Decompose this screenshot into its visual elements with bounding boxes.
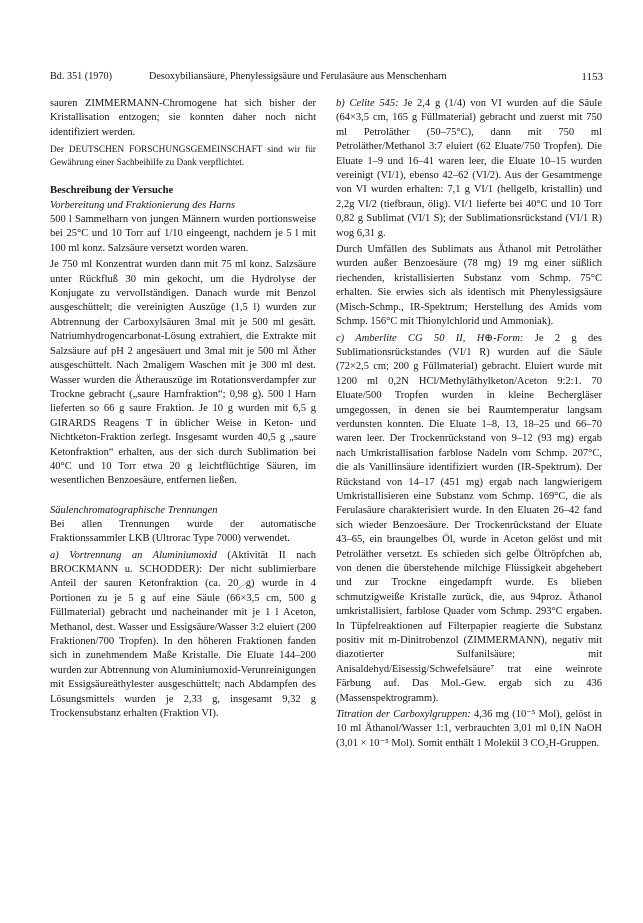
paragraph-celite-text: Je 2,4 g (1/4) von VI wurden auf die Säule (64×3,5 cm, 165 g Füllmaterial) gebracht und zuerst mit 750 ml Petroläther (50–75°C), dann mit 750 ml Petroläther/Methanol 3:7 eluiert (62 Eluate/750 Tropfen). Die Eluate 1–9 und 16–41 waren leer, die Eluate 10–15 wurden vereinigt (VI/1), ebenso 42–62 (VI/2). Aus der Gesamtmenge von VI wurden erhalten: 7,1 g VI/1 (hellgelb, kristallin) und 2,2g VI/2 (tiefbraun, ölig). VI/1 lieferte bei 40°C und 10 Torr 0,82 g Sublimat (VI/1 S); der Sublimationsrückstand (VI/1 R) wog 6,31 g. xyxy=(336,98,602,239)
volume-label: Bd. 351 (1970) xyxy=(50,71,112,82)
paragraph-celite-label: b) Celite 545: xyxy=(336,98,399,109)
paragraph-amberlite xyxy=(336,332,602,707)
right-column xyxy=(336,97,602,751)
acknowledgement: Der DEUTSCHEN FORSCHUNGSGEMEINSCHAFT sind wir für Gewährung einer Sachbeihilfe zu Dank verpflichtet. xyxy=(50,145,316,168)
paragraph-alumina xyxy=(50,549,316,722)
left-column xyxy=(50,97,316,721)
section-title: Beschreibung der Versuche xyxy=(50,185,174,197)
pencil-mark xyxy=(236,578,252,592)
paragraph-alumina-label: a) Vortrennung an Aluminiumoxid xyxy=(50,549,217,561)
subsection-title-chromatography: Säulenchromatographische Trennungen xyxy=(50,504,218,516)
paragraph-amberlite-label: c) Amberlite CG 50 II, H⊕-Form: xyxy=(336,332,524,344)
subsection-title-preparation: Vorbereitung und Fraktionierung des Harns xyxy=(50,200,236,212)
paragraph-titration xyxy=(336,708,602,751)
paragraph-titration-text: 4,36 mg (10⁻⁵ Mol), gelöst in 10 ml Äthanol/Wasser 1:1, verbrauchten 3,01 ml 0,1N NaOH (3,01 × 10⁻⁵ Mol). Somit enthält 1 Molekül 3 CO₂H-Gruppen. xyxy=(336,709,602,749)
paragraph-collection: 500 l Sammelharn von jungen Männern wurden portionsweise bei 25°C und 10 Torr auf 1/10 eingeengt, nachdem je 5 l mit 100 ml konz. Salzsäure versetzt worden waren. xyxy=(50,214,316,254)
page-number: 1153 xyxy=(581,71,603,83)
running-title: Desoxybiliansäure, Phenylessigsäure und Ferulasäure aus Menschenharn xyxy=(149,71,447,82)
paragraph-alumina-text: (Aktivität II nach BROCKMANN u. SCHODDER): Der nicht sublimierbare Anteil der sauren Ketonfraktion (ca. 20 g) wurde in 4 Portionen zu je 5 g auf eine Säule (66×3,5 cm, 500 g Füllmaterial) gebracht und nacheinander mit je 1 l Aceton, Methanol, dest. Wasser und Essigsäure/Wasser 3:2 eluiert (200 Fraktionen/700 Tropfen). In den höheren Fraktionen fanden sich in zunehmendem Maße Kristalle. Die Eluate 144–200 wurden zur Abtrennung von Aluminiumoxid-Verunreinigungen mit Essigsäureäthylester ausgeschüttelt; nach Abdampfen des Lösungsmittels wurden je 2,33 g, insgesamt 9,32 g Trockensubstanz erhalten (Fraktion VI). xyxy=(50,549,317,720)
intro-paragraph: sauren ZIMMERMANN-Chromogene hat sich bisher der Kristallisation entzogen; sie konnten daher noch nicht identifiziert werden. xyxy=(50,98,316,138)
paragraph-titration-label: Titration der Carboxylgruppen: xyxy=(336,709,471,721)
paragraph-celite xyxy=(336,97,602,241)
paragraph-hydrolysis: Je 750 ml Konzentrat wurden dann mit 75 ml konz. Salzsäure unter Rückfluß 30 min gekocht, um die Hydrolyse der Konjugate zu vervollständigen. Danach wurde mit Benzol ausgeschüttelt; die vereinigten Auszüge (1,5 l) wurden zur Abtrennung der Carboxylsäuren 3mal mit je 500 ml gesätt. Natriumhydrogencarbonat-Lösung extrahiert, die Extrakte mit Salzsäure auf pH 2 angesäuert und 3mal mit je 500 ml Äther ausgeschüttelt. Nach 2maligem Waschen mit je 300 ml dest. Wasser wurden die Ätherauszüge im Rotationsverdampfer zur Trockne gebracht („saure Harnfraktion“; 0,98 g). 500 l Harn lieferten so 66 g saure Fraktion. Je 10 g wurden mit 6,5 g GIRARDS Reagens T in üblicher Weise in Keton- und Nichtketon-Fraktion zerlegt. Insgesamt wurden 40,5 g „saure Ketonfraktion“ erhalten, aus der sich durch Sublimation bei 40°C und 10 Torr etwa 20 g leichtflüchtige Säuren, im wesentlichen Benzoesäure, entfernen ließen. xyxy=(50,259,316,487)
paragraph-sublimate: Durch Umfällen des Sublimats aus Äthanol mit Petroläther wurden außer Benzoesäure (78 mg) 19 mg einer süßlich riechenden, kristallisierten Substanz vom Schmp. 75°C erhalten. Sie erwies sich als identisch mit Phenylessigsäure (Misch-Schmp., IR-Spektrum; Herstellung des Amids vom Schmp. 156°C mit Thionylchlorid und Ammoniak). xyxy=(336,244,602,328)
paragraph-fraction-collector: Bei allen Trennungen wurde der automatische Fraktionssammler LKB (Ultrorac Type 7000) verwendet. xyxy=(50,518,316,545)
paragraph-amberlite-text: Je 2 g des Sublimationsrückstandes (VI/1 R) wurden auf die Säule (72×2,5 cm; 200 g Füllmaterial) gebracht. Eluiert wurde mit 1200 ml 0,2N HCl/Methyläthylketon/Aceton 9:2:1. 70 Eluate/500 Tropfen wurden in kleine Bechergläser umgegossen, in denen sie bei Raumtemperatur langsam verdunsten konnten. Die Eluate 1–8, 13, 18–25 und 66–70 waren leer. Der Trockenrückstand von 9–12 (93 mg) ergab nach Umkristallisation farblose Nadeln vom Schmp. 207°C, die als Vanillinsäure identifiziert wurden (IR-Spektrum). Der Rückstand von 14–17 (451 mg) ergab nach langwierigem Umkristallisieren eine Substanz vom Schmp. 169°C, die als Ferulasäure charakterisiert wurde. In den Eluaten 26–42 fand sich wieder Benzoesäure. Der Trockenrückstand der Eluate 43–65, ein braungelbes Öl, wurde in Aceton gelöst und mit Petroläther versetzt. Es schieden sich gelbe Öltröpfchen ab, von denen die überstehende milchige Flüssigkeit abgehebert und zur Trockne eingedampft wurde. Es blieben schmutzigweiße Kristalle zurück, die, aus 94proz. Äthanol umkristallisiert, farblose Quader vom Schmp. 293°C ergaben. In Tüpfelreaktionen auf Filterpapier reagierte die Substanz positiv mit m-Dinitrobenzol (ZIMMERMANN), negativ mit diazotierter Sulfanilsäure; mit Anisaldehyd/Eisessig/Schwefelsäure⁷ trat eine weinrote Färbung auf. Das Mol.-Gew. ergab sich zu 436 (Massenspektrogramm). xyxy=(336,332,602,704)
page-header xyxy=(50,70,603,84)
